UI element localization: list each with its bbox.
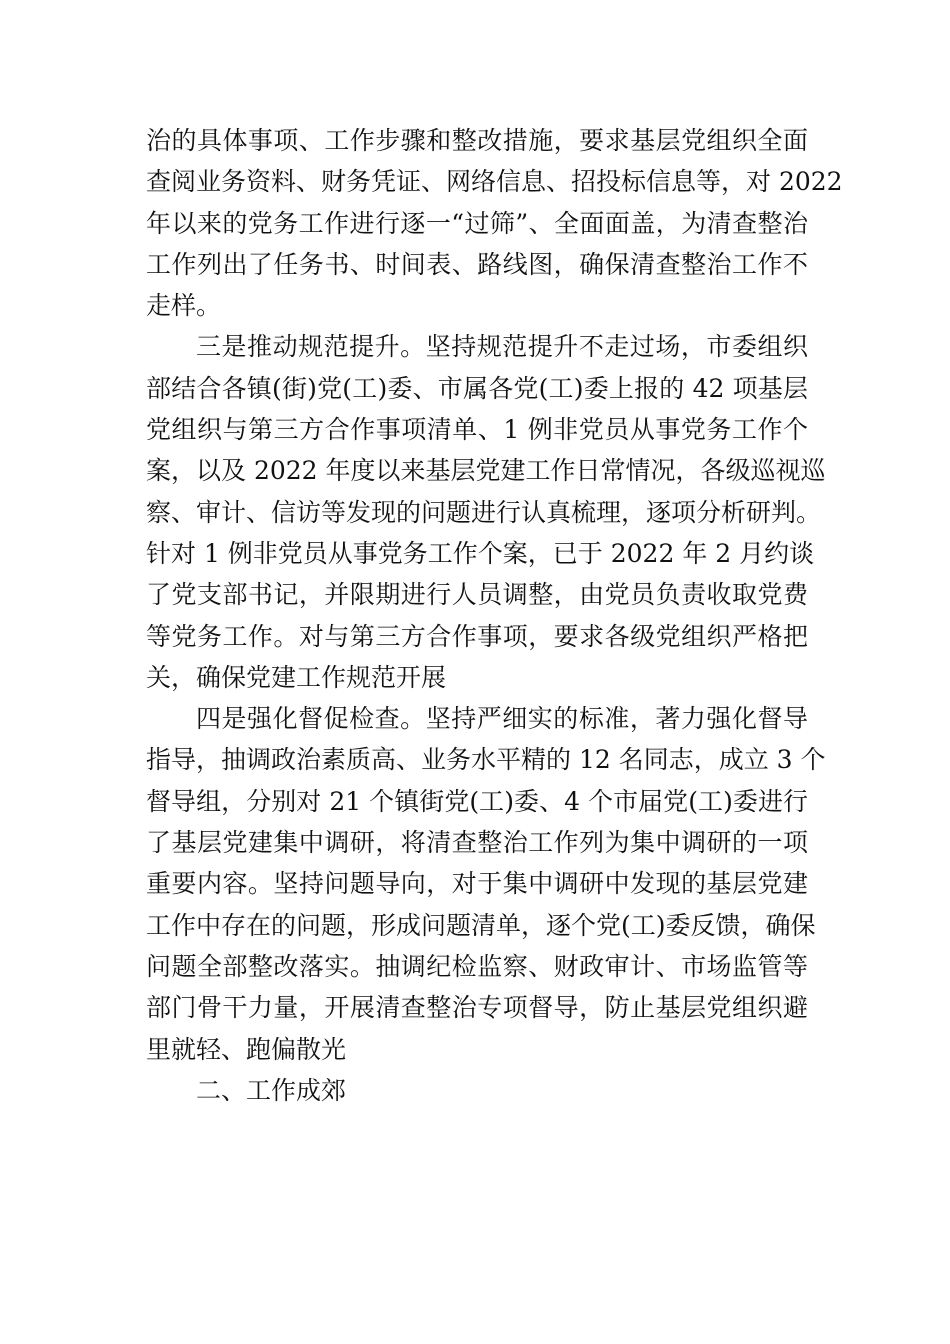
text-line: 察、审计、信访等发现的问题进行认真梳理，逐项分析研判。 <box>146 497 822 527</box>
text-line: 治的具体事项、工作步骤和整改措施，要求基层党组织全面 <box>146 126 808 155</box>
text-line: 了基层党建集中调研，将清查整治工作列为集中调研的一项 <box>146 828 808 858</box>
text-line: 指导，抽调政治素质高、业务水平精的 12 名同志，成立 3 个 <box>146 745 826 775</box>
text-line: 工作中存在的问题，形成问题清单，逐个党(工)委反馈，确保 <box>146 910 816 940</box>
text-line: 等党务工作。对与第三方合作事项，要求各级党组织严格把 <box>146 621 808 651</box>
section-heading: 二、工作成郊 <box>196 1075 347 1105</box>
text-line: 年以来的党务工作进行逐一“过筛”、全面面盖，为清查整治 <box>146 208 808 238</box>
text-line: 里就轻、跑偏散光 <box>146 1034 347 1064</box>
text-line: 走样。 <box>146 291 222 321</box>
text-line: 查阅业务资料、财务凭证、网络信息、招投标信息等，对 2022 <box>146 167 843 197</box>
paragraph-heading-line: 四是强化督促检查。坚持严细实的标准，著力强化督导 <box>196 704 808 734</box>
text-line: 问题全部整改落实。抽调纪检监察、财政审计、市场监管等 <box>146 951 808 981</box>
text-line: 督导组，分别对 21 个镇街党(工)委、4 个市届党(工)委进行 <box>146 786 808 816</box>
text-line: 了党支部书记，并限期进行人员调整，由党员负责收取党费 <box>146 580 808 610</box>
text-line: 关，确保党建工作规范开展 <box>146 662 447 692</box>
text-line: 部门骨干力量，开展清查整治专项督导，防止基层党组织避 <box>146 993 808 1023</box>
text-line: 重要内容。坚持问题导向，对于集中调研中发现的基层党建 <box>146 869 808 899</box>
text-line: 工作列出了任务书、时间表、路线图，确保清查整治工作不 <box>146 249 808 279</box>
text-line: 案，以及 2022 年度以来基层党建工作日常情况，各级巡视巡 <box>146 456 826 486</box>
text-line: 针对 1 例非党员从事党务工作个案，已于 2022 年 2 月约谈 <box>146 538 815 568</box>
document-body <box>146 120 843 1111</box>
text-line: 党组织与第三方合作事项清单、1 例非党员从事党务工作个 <box>146 415 808 445</box>
text-line: 部结合各镇(街)党(工)委、市属各党(工)委上报的 42 项基层 <box>146 373 808 403</box>
paragraph-heading-line: 三是推动规范提升。坚持规范提升不走过场，市委组织 <box>196 332 808 362</box>
